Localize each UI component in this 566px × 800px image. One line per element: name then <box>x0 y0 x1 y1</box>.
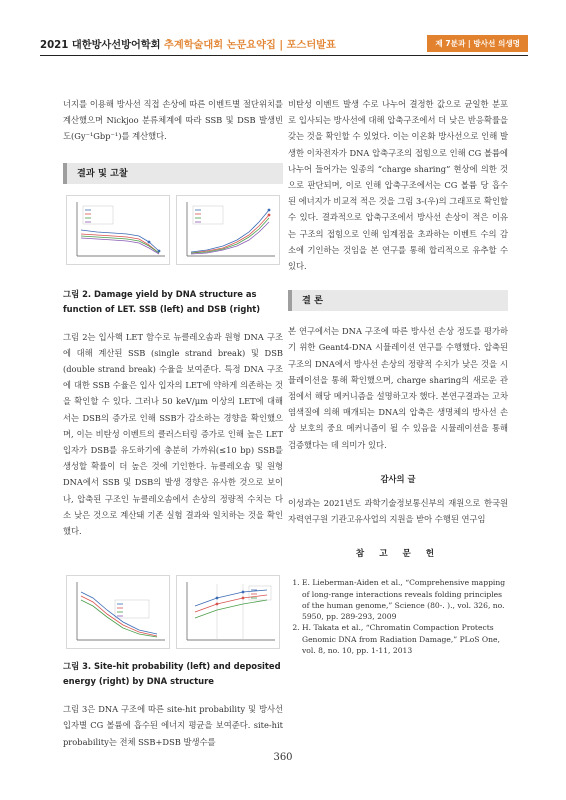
fig2-discussion: 그림 2는 입사핵 LET 함수로 뉴클레오솜과 원형 DNA 구조에 대해 계산된 SSB (single strand break) 및 DSB (double strand break) 수율을 보여준다. 특정 DNA 구조에 대한 SSB 수율은 입사 입자의 LET에 약하게 의존하는 것을 확인할 수 있다. 그러나 50 keV/μm 이상의 LET에 대해서는 DSB의 증가로 인해 SSB가 감소하는 경향을 확인했으며, 이는 비탄성 이벤트의 클러스터링 증가로 인해 높은 LET 입자가 DSB를 유도하기에 충분히 가까워(≤10 bp) SSB를 생성할 확률이 더 높은 것에 기인한다. 뉴클레오솜 및 원형 DNA에서 SSB 및 DSB의 발생 경향은 유사한 것으로 보이나, 압축된 구조인 뉴클레오솜에서 손상의 정량적 수치는 다소 낮은 것으로 계산돼 기존 실험 결과와 일치하는 것을 확인했다. <box>63 331 283 537</box>
page-number: 360 <box>273 752 293 763</box>
section-tag: 제 7분과 | 방사선 의생명 <box>427 35 528 52</box>
acknowledgement-text: 이성과는 2021년도 과학기술정보통신부의 재원으로 한국원자력연구원 기관고유사업의 지원을 받아 수행된 연구임 <box>288 497 508 525</box>
fig3-caption: 그림 3. Site-hit probability (left) and deposited energy (right) by DNA structure <box>63 661 281 687</box>
fig3-site-hit-plot <box>66 575 170 649</box>
journal-title-main: 2021 대한방사선방어학회 <box>40 39 165 51</box>
references-heading: 참 고 문 헌 <box>355 549 441 560</box>
reference-list <box>288 577 508 656</box>
figure-2 <box>63 195 283 265</box>
acknowledgement-heading: 감사의 글 <box>380 473 416 484</box>
header-rule <box>40 55 528 56</box>
page-header <box>40 34 528 52</box>
reference-item: 2. H. Takata et al., “Chromatin Compaction Protects Genomic DNA from Radiation Damage,” PLoS One, vol. 8, no. 10, pp. 1-11, 2013 <box>302 622 508 656</box>
journal-title-accent: 추계학술대회 논문요약집 | 포스터발표 <box>164 39 336 51</box>
results-continued: 비탄성 이벤트 발생 수로 나누어 결정한 값으로 균일한 분포로 입사되는 방사선에 대해 압축구조에서 더 낮은 반응확률을 갖는 것을 확인할 수 있었다. 이는 이온화 방사선으로 인해 발생한 이차전자가 DNA 압축구조의 접힘으로 인해 CG 볼륨에 나누어 들어가는 일종의 “charge sharing” 현상에 의한 것으로 판단되며, 이로 인해 압축구조에서는 CG 볼륨 당 흡수된 에너지가 비교적 적은 것을 그림 3-(우)의 그래프로 확인할 수 있다. 결과적으로 압축구조에서 방사선 손상이 적은 이유는 구조의 접힘으로 인해 임계점을 초과하는 이벤트 수의 감소에 기인하는 것임을 본 연구를 통해 합리적으로 유추할 수 있다. <box>288 99 508 272</box>
conclusion-heading: 결 론 <box>288 290 508 311</box>
fig2-caption: 그림 2. Damage yield by DNA structure as function of LET. SSB (left) and DSB (right) <box>63 288 261 314</box>
left-column <box>63 96 283 750</box>
fig3-discussion: 그림 3은 DNA 구조에 따른 site-hit probability 및 방사선 입자별 CG 볼륨에 흡수된 에너지 평균을 보여준다. site-hit probability는 전체 SSB+DSB 발생수를 <box>63 704 283 747</box>
right-column <box>288 96 508 656</box>
reference-item: 1. E. Lieberman-Aiden et al., “Comprehensive mapping of long-range interactions reveals folding principles of the human genome,” Science (80-. )., vol. 326, no. 5950, pp. 289-293, 2009 <box>302 577 508 622</box>
conclusion-paragraph: 본 연구에서는 DNA 구조에 따른 방사선 손상 정도를 평가하기 위한 Geant4-DNA 시뮬레이션 연구를 수행했다. 압축된 구조의 DNA에서 방사선 손상의 정량적 수치가 낮은 것을 시뮬레이션을 통해 확인했으며, charge sharing의 새로운 관점에서 해당 메커니즘을 설명하고자 했다. 본연구결과는 고차 염색질에 의해 매개되는 DNA의 압축은 생명체의 방사선 손상 보호의 중요 메커니즘이 될 수 있음을 시뮬레이션을 통해 검증했다는 데 의미가 있다. <box>288 326 508 450</box>
results-heading: 결과 및 고찰 <box>63 163 283 184</box>
fig2-ssb-plot <box>66 195 170 265</box>
journal-title <box>40 36 336 51</box>
figure-3 <box>63 575 283 649</box>
fig3-energy-plot <box>176 575 280 649</box>
fig2-dsb-plot <box>176 195 280 265</box>
intro-paragraph: 너지를 이용해 방사선 직접 손상에 따른 이벤트별 절단위치를 계산했으며 Nickjoo 분류체계에 따라 SSB 및 DSB 발생빈도(Gy⁻¹Gbp⁻¹)를 계산했다. <box>63 99 283 142</box>
